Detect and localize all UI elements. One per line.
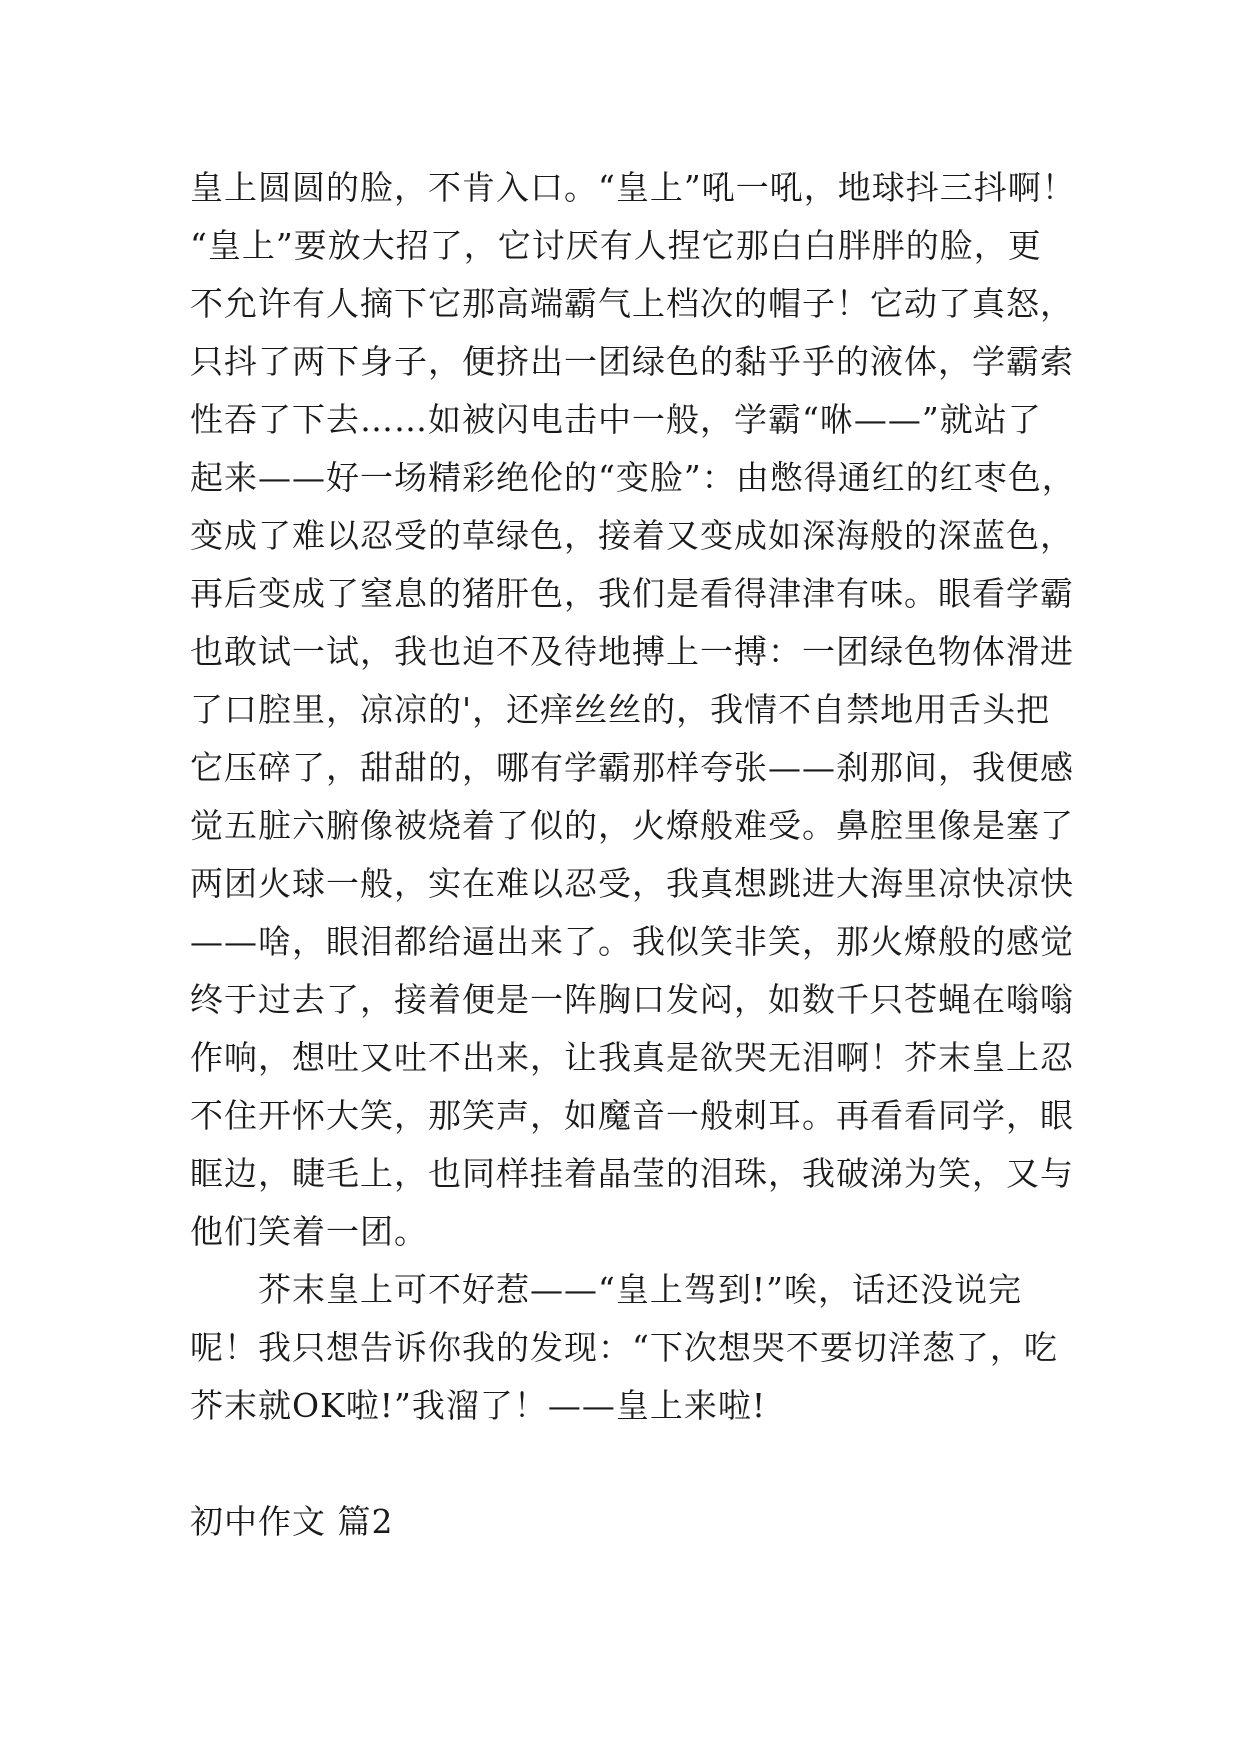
section-heading: 初中作文 篇2 [190,1502,394,1541]
text-line: 他们笑着一团。 [190,1212,428,1251]
text-line: “皇上”要放大招了，它讨厌有人捏它那白白胖胖的脸，更 [190,226,1042,265]
text-line: 不允许有人摘下它那高端霸气上档次的帽子！它动了真怒， [190,284,1074,323]
text-line: 两团火球一般，实在难以忍受，我真想跳进大海里凉快凉快 [190,864,1074,903]
text-line: 皇上圆圆的脸，不肯入口。“皇上”吼一吼，地球抖三抖啊！ [190,168,1076,207]
text-line: 作响，想吐又吐不出来，让我真是欲哭无泪啊！芥末皇上忍 [190,1038,1074,1077]
text-line: 变成了难以忍受的草绿色，接着又变成如深海般的深蓝色， [190,516,1074,555]
text-line: 起来——好一场精彩绝伦的“变脸”：由憋得通红的红枣色， [190,458,1076,497]
text-line: ——啥，眼泪都给逼出来了。我似笑非笑，那火燎般的感觉 [190,922,1074,961]
text-line: 不住开怀大笑，那笑声，如魔音一般刺耳。再看看同学，眼 [190,1096,1074,1135]
text-line: 芥末就OK啦!”我溜了！——皇上来啦! [190,1386,767,1425]
text-line: 觉五脏六腑像被烧着了似的，火燎般难受。鼻腔里像是塞了 [190,806,1074,845]
text-line: 只抖了两下身子，便挤出一团绿色的黏乎乎的液体，学霸索 [190,342,1074,381]
text-line: 眶边，睫毛上，也同样挂着晶莹的泪珠，我破涕为笑，又与 [190,1154,1074,1193]
text-line: 再后变成了窒息的猪肝色，我们是看得津津有味。眼看学霸 [190,574,1074,613]
text-line: 也敢试一试，我也迫不及待地搏上一搏：一团绿色物体滑进 [190,632,1074,671]
text-line: 它压碎了，甜甜的，哪有学霸那样夸张——刹那间，我便感 [190,748,1074,787]
text-line: 呢！我只想告诉你我的发现：“下次想哭不要切洋葱了，吃 [190,1328,1058,1367]
text-line: 终于过去了，接着便是一阵胸口发闷，如数千只苍蝇在嗡嗡 [190,980,1074,1019]
text-line: 了口腔里，凉凉的'，还痒丝丝的，我情不自禁地用舌头把 [190,690,1051,729]
text-line: 性吞了下去……如被闪电击中一般，学霸“咻——”就站了 [190,400,1042,439]
paragraph-first-line: 芥末皇上可不好惹——“皇上驾到!”唉，话还没说完 [258,1270,1023,1309]
